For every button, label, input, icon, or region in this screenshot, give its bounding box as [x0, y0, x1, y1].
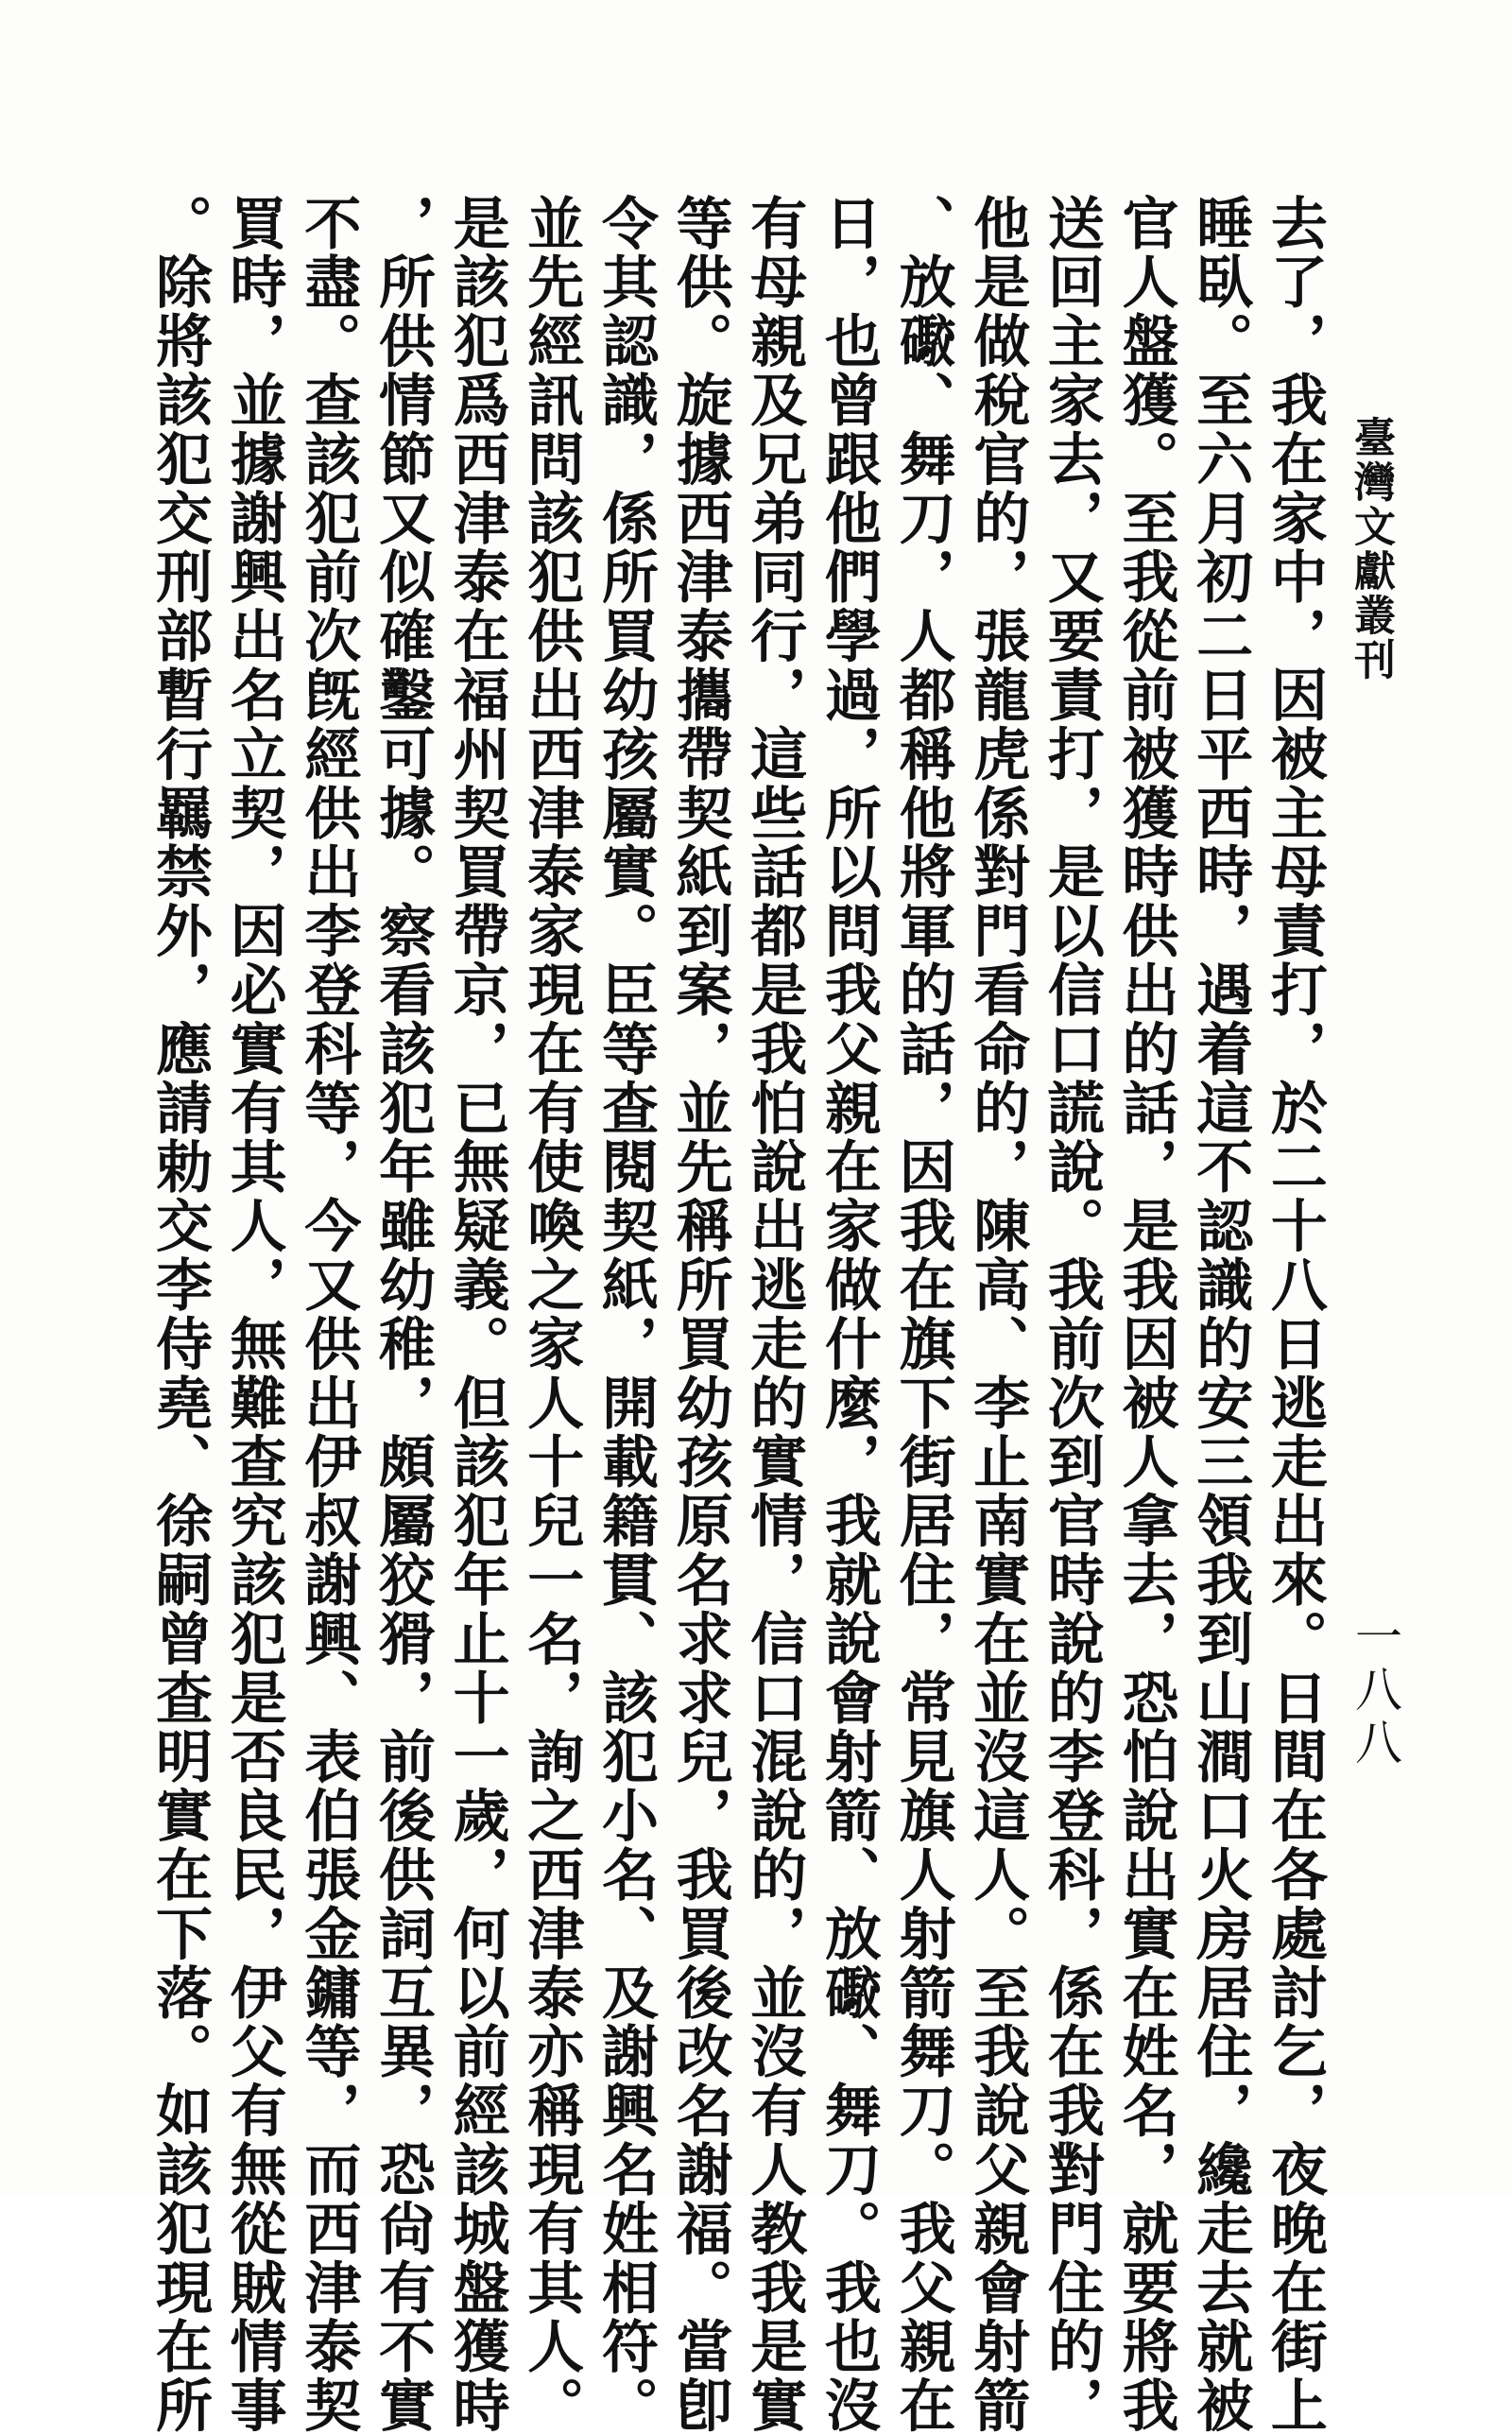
text-column: 日，也曾跟他們學過，所以問我父親在家做什麼，我就說會射箭、放礮、舞刀。我也沒 — [815, 194, 882, 2435]
text-column: 令其認識，係所買幼孩屬實。臣等查閱契紙，開載籍貫、該犯小名、及謝興名姓相符。 — [592, 194, 659, 2435]
text-column: 。除將該犯交刑部暫行羈禁外，應請勅交李侍堯、徐嗣曾查明實在下落。如該犯現在所 — [146, 194, 213, 2435]
text-column: 去了，我在家中，因被主母責打，於二十八日逃走出來。日間在各處討乞，夜晚在街上 — [1261, 194, 1328, 2435]
text-column: 並先經訊問該犯供出西津泰家現在有使喚之家人十兒一名，詢之西津泰亦稱現有其人。 — [518, 194, 585, 2435]
text-body — [146, 194, 1328, 2435]
text-column: 有母親及兄弟同行，這些話都是我怕說出逃走的實情，信口混說的，並沒有人教我是實 — [741, 194, 808, 2435]
text-column: 官人盤獲。至我從前被獲時供出的話，是我因被人拿去，恐怕說出實在姓名，就要將我 — [1112, 194, 1179, 2435]
running-title: 臺灣文獻叢刊 — [1347, 416, 1395, 682]
text-column: ，所供情節又似確鑿可據。察看該犯年雖幼稚，頗屬狡猾，前後供詞互異，恐尙有不實 — [369, 194, 436, 2435]
text-column: 送回主家去，又要責打，是以信口謊說。我前次到官時說的李登科，係在我對門住的， — [1038, 194, 1105, 2435]
text-column: 等供。旋據西津泰攜帶契紙到案，並先稱所買幼孩原名求求兒，我買後改名謝福。當卽 — [666, 194, 733, 2435]
text-column: 、放礮、舞刀，人都稱他將軍的話，因我在旗下街居住，常見旗人射箭舞刀。我父親在 — [889, 194, 956, 2435]
text-column: 買時，並據謝興出名立契，因必實有其人，無難查究該犯是否良民，伊父有無從賊情事 — [220, 194, 287, 2435]
text-column: 睡臥。至六月初二日平西時，遇着這不認識的安三領我到山澗口火房居住，纔走去就被 — [1187, 194, 1254, 2435]
text-column: 不盡。查該犯前次旣經供出李登科等，今又供出伊叔謝興、表伯張金鏞等，而西津泰契 — [295, 194, 362, 2435]
page-number: 一八八 — [1348, 1612, 1402, 1770]
text-column: 是該犯爲西津泰在福州契買帶京，已無疑義。但該犯年止十一歲，何以前經該城盤獲時 — [443, 194, 510, 2435]
text-column: 他是做稅官的，張龍虎係對門看命的，陳高、李止南實在並沒這人。至我說父親會射箭 — [964, 194, 1031, 2435]
